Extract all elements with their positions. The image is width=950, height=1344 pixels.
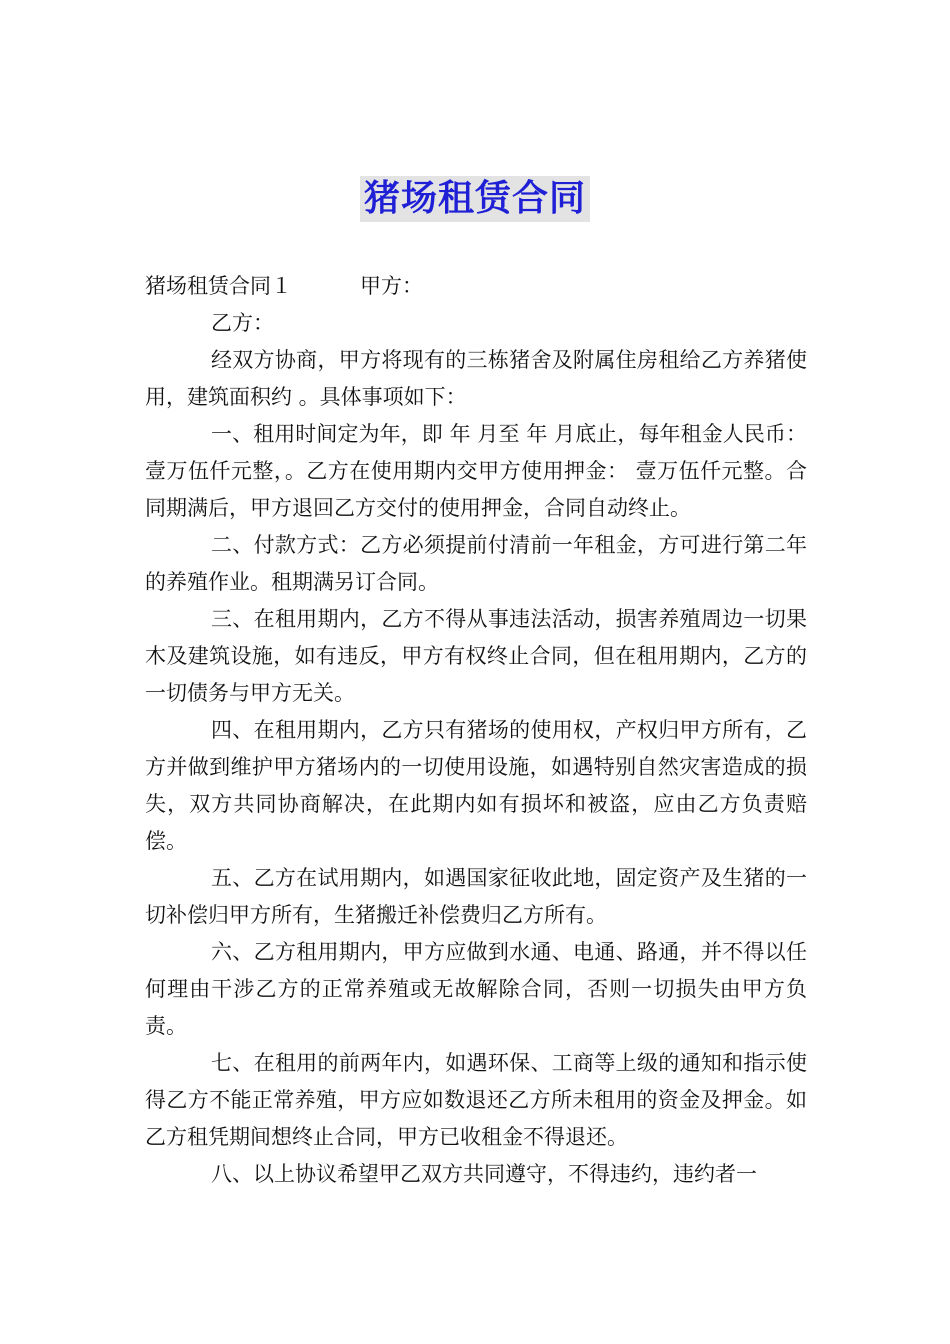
paragraph-clause-3: 三、在租用期内，乙方不得从事违法活动，损害养殖周边一切果木及建筑设施，如有违反，甲方有权终止合同，但在租用期内，乙方的一切债务与甲方无关。	[145, 607, 807, 705]
paragraph-clause-4: 四、在租用期内，乙方只有猪场的使用权，产权归甲方所有，乙方并做到维护甲方猪场内的一切使用设施，如遇特别自然灾害造成的损失，双方共同协商解决，在此期内如有损坏和被盗，应由乙方负责赔偿。	[145, 718, 807, 853]
paragraph-clause-6: 六、乙方租用期内，甲方应做到水通、电通、路通，并不得以任何理由干涉乙方的正常养殖或无故解除合同，否则一切损失由甲方负责。	[145, 940, 807, 1038]
party-a-label: 甲方：	[360, 274, 423, 298]
title-container	[0, 176, 950, 222]
paragraph-clause-2: 二、付款方式：乙方必须提前付清前一年租金，方可进行第二年的养殖作业。租期满另订合同。	[145, 533, 807, 594]
document-title: 猪场租赁合同	[360, 176, 590, 222]
paragraph-clause-1: 一、租用时间定为年，即 年 月至 年 月底止，每年租金人民币：壹万伍仟元整，。乙方在使用期内交甲方使用押金： 壹万伍仟元整。合同期满后，甲方退回乙方交付的使用押金，合同自动终止。	[145, 422, 807, 520]
party-b-label: 乙方：	[211, 311, 274, 335]
document-subtitle: 猪场租赁合同１	[145, 274, 292, 298]
paragraph-clause-7: 七、在租用的前两年内，如遇环保、工商等上级的通知和指示使得乙方不能正常养殖，甲方应如数退还乙方所未租用的资金及押金。如乙方租凭期间想终止合同，甲方已收租金不得退还。	[145, 1051, 807, 1149]
paragraph-clause-8: 八、以上协议希望甲乙双方共同遵守，不得违约，违约者一	[211, 1162, 757, 1186]
header-line	[145, 268, 807, 305]
paragraph-intro: 经双方协商，甲方将现有的三栋猪舍及附属住房租给乙方养猪使用，建筑面积约 。具体事项如下：	[145, 348, 807, 409]
paragraph-clause-5: 五、乙方在试用期内，如遇国家征收此地，固定资产及生猪的一切补偿归甲方所有，生猪搬迁补偿费归乙方所有。	[145, 866, 807, 927]
document-body	[145, 268, 807, 1193]
